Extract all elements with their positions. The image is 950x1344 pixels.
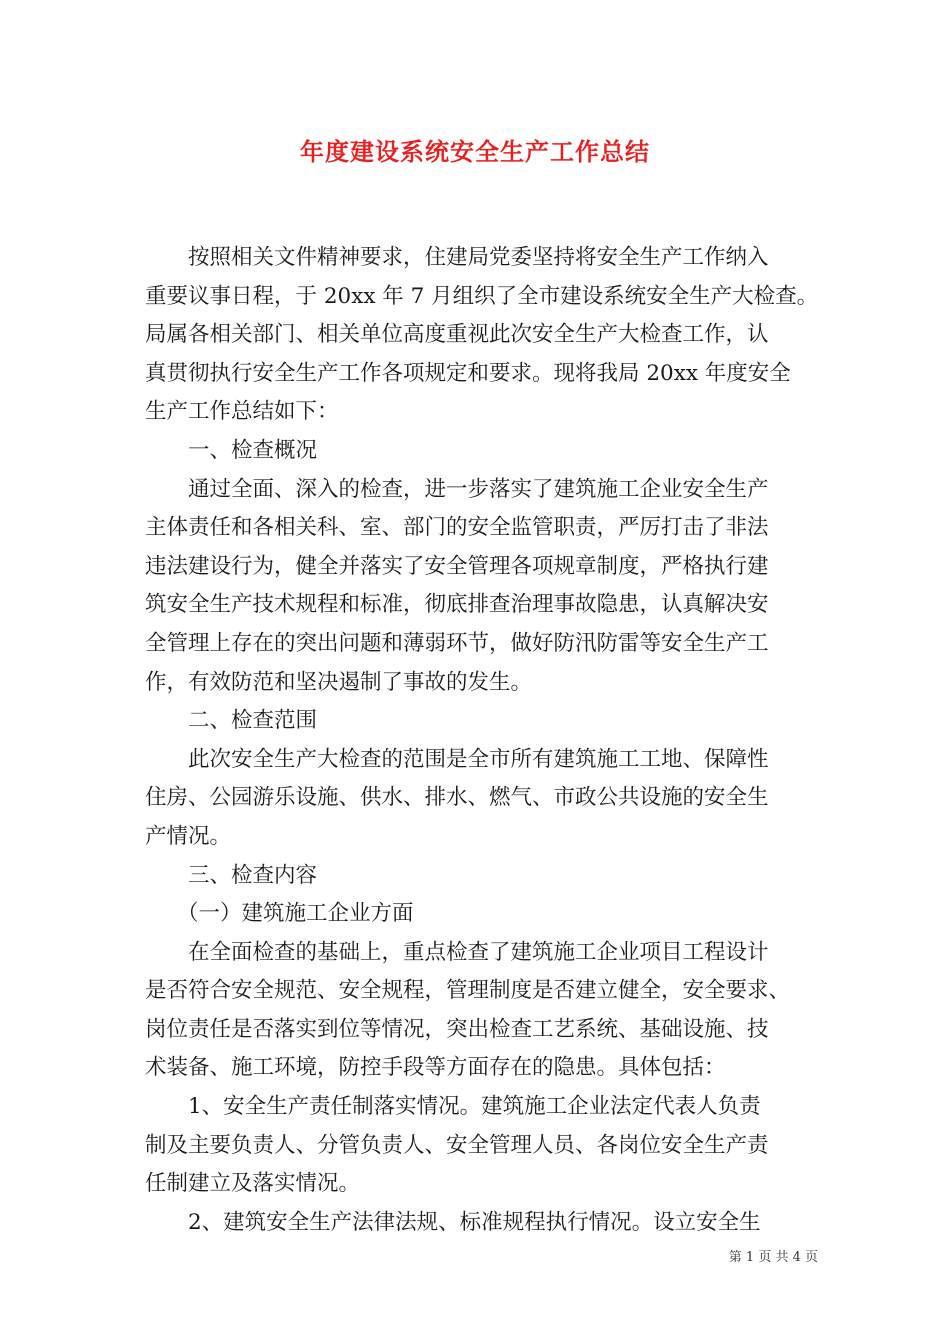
paragraph-line: 筑安全生产技术规程和标准，彻底排查治理事故隐患，认真解决安 <box>145 592 769 618</box>
paragraph-line: 此次安全生产大检查的范围是全市所有建筑施工工地、保障性 <box>188 746 769 772</box>
paragraph-line: 主体责任和各相关科、室、部门的安全监管职责，严厉打击了非法 <box>145 515 769 541</box>
document-body <box>145 239 819 1242</box>
paragraph-line: 住房、公园游乐设施、供水、排水、燃气、市政公共设施的安全生 <box>145 785 769 811</box>
paragraph-line: 生产工作总结如下： <box>145 399 339 425</box>
paragraph-line: 产情况。 <box>145 823 232 849</box>
section-heading: 二、检查范围 <box>188 708 318 734</box>
paragraph-line: 岗位责任是否落实到位等情况，突出检查工艺系统、基础设施、技 <box>145 1016 769 1042</box>
list-item: 2、建筑安全生产法律法规、标准规程执行情况。设立安全生 <box>188 1209 761 1235</box>
document-title: 年度建设系统安全生产工作总结 <box>300 138 650 166</box>
paragraph-line: 重要议事日程，于 20xx 年 7 月组织了全市建设系统安全生产大检查。 <box>145 283 819 309</box>
paragraph-line: 术装备、施工环境，防控手段等方面存在的隐患。具体包括： <box>145 1055 726 1081</box>
paragraph-line: 按照相关文件精神要求，住建局党委坚持将安全生产工作纳入 <box>188 245 769 270</box>
paragraph-line: 是否符合安全规范、安全规程，管理制度是否建立健全，安全要求、 <box>145 978 791 1004</box>
section-heading: 三、检查内容 <box>188 862 318 888</box>
paragraph-line: 任制建立及落实情况。 <box>145 1171 361 1197</box>
paragraph-line: 在全面检查的基础上，重点检查了建筑施工企业项目工程设计 <box>188 939 769 965</box>
section-heading: 一、检查概况 <box>188 437 318 463</box>
paragraph-line: 作，有效防范和坚决遏制了事故的发生。 <box>145 669 533 695</box>
paragraph-line: 通过全面、深入的检查，进一步落实了建筑施工企业安全生产 <box>188 476 769 502</box>
paragraph-line: 制及主要负责人、分管负责人、安全管理人员、各岗位安全生产责 <box>145 1132 769 1158</box>
paragraph-line: 违法建设行为，健全并落实了安全管理各项规章制度，严格执行建 <box>145 553 769 579</box>
subsection-heading: （一）建筑施工企业方面 <box>177 901 414 927</box>
paragraph-line: 真贯彻执行安全生产工作各项规定和要求。现将我局 20xx 年度安全 <box>145 360 791 386</box>
list-item: 1、安全生产责任制落实情况。建筑施工企业法定代表人负责 <box>188 1094 761 1120</box>
paragraph-line: 局属各相关部门、相关单位高度重视此次安全生产大检查工作，认 <box>145 322 769 348</box>
page-number: 第 1 页 共 4 页 <box>728 1250 818 1265</box>
paragraph-line: 全管理上存在的突出问题和薄弱环节，做好防汛防雷等安全生产工 <box>145 630 769 656</box>
